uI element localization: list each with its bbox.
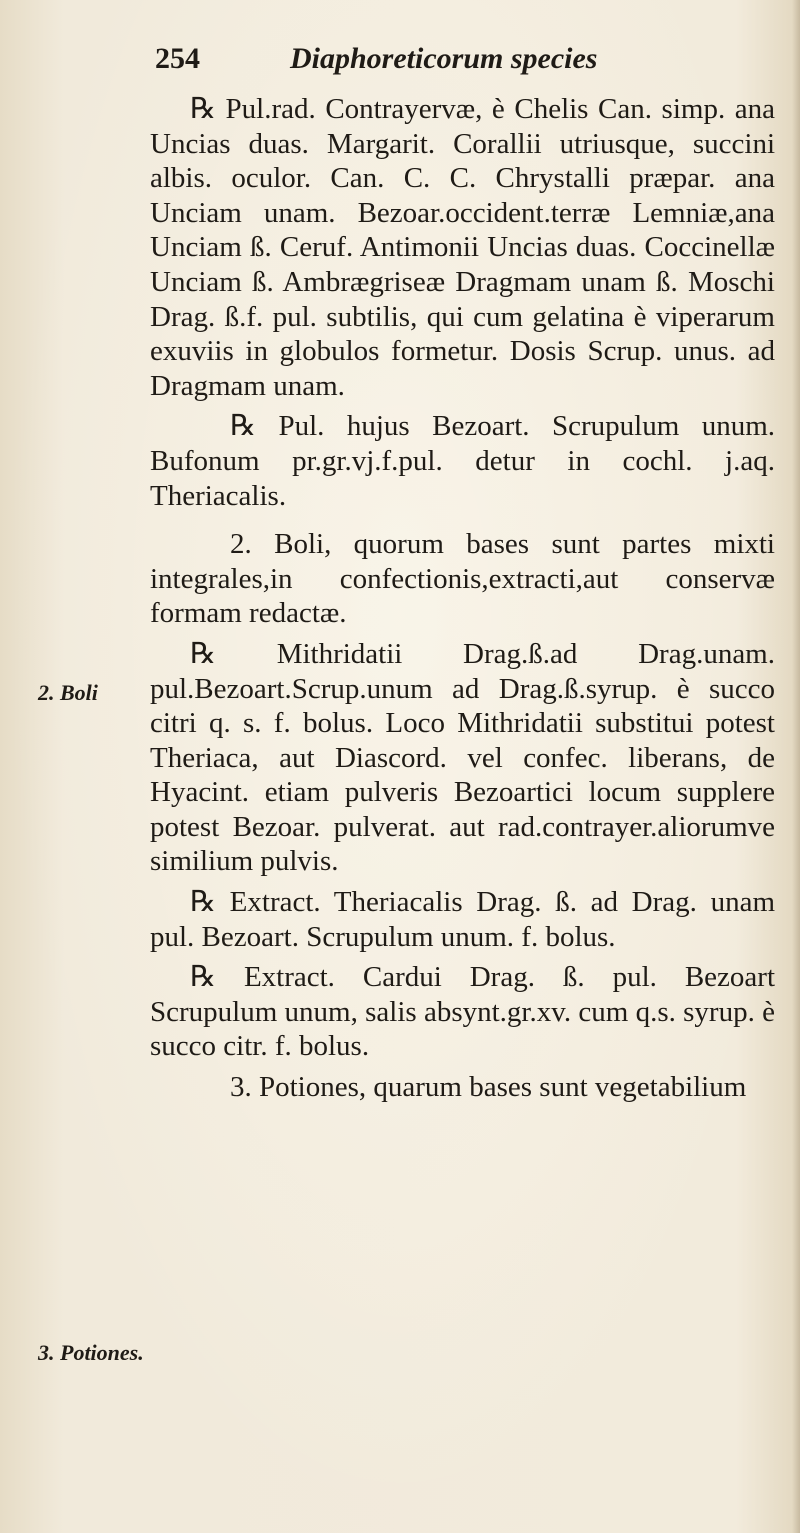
recipe-paragraph: ℞ Extract. Cardui Drag. ß. pul. Bezoart Scrupulum unum, salis absynt.gr.xv. cum q.s. syrup. è succo citr. f. bolus. bbox=[150, 961, 775, 1063]
page-header bbox=[155, 42, 755, 82]
page-number: 254 bbox=[155, 42, 200, 75]
section-paragraph: 3. Potiones, quarum bases sunt vegetabilium bbox=[230, 1071, 747, 1104]
recipe-paragraph: ℞ Pul.rad. Contrayervæ, è Chelis Can. simp. ana Uncias duas. Margarit. Corallii utriusque, succini albis. oculor. Can. C. C. Chrystalli præpar. ana Unciam unam. Bezoar.occident.terræ Lemniæ,ana Unciam ß. Ceruf. Antimonii Uncias duas. Coccinellæ Unciam ß. Ambrægriseæ Dragmam unam ß. Moschi Drag. ß.f. pul. subtilis, qui cum gelatina è viperarum exuviis in globulos formetur. Dosis Scrup. unus. ad Dragmam unam. bbox=[150, 93, 775, 402]
margin-note-boli: 2. Boli bbox=[38, 680, 98, 705]
body-text bbox=[150, 92, 775, 1105]
running-title: Diaphoreticorum species bbox=[290, 42, 598, 75]
recipe-paragraph: ℞ Extract. Theriacalis Drag. ß. ad Drag. unam pul. Bezoart. Scrupulum unum. f. bolus. bbox=[150, 886, 775, 953]
page-edge-shadow bbox=[792, 0, 800, 1533]
margin-note-potiones: 3. Potiones. bbox=[38, 1340, 144, 1365]
recipe-paragraph: ℞ Mithridatii Drag.ß.ad Drag.unam. pul.Bezoart.Scrup.unum ad Drag.ß.syrup. è succo citri q. s. f. bolus. Loco Mithridatii substitui potest Theriaca, aut Diascord. vel confec. liberans, de Hyacint. etiam pulveris Bezoartici locum supplere potest Bezoar. pulverat. aut rad.contrayer.aliorumve similium pulvis. bbox=[150, 637, 775, 878]
recipe-paragraph: ℞ Pul. hujus Bezoart. Scrupulum unum. Bufonum pr.gr.vj.f.pul. detur in cochl. j.aq. Theriacalis. bbox=[150, 410, 775, 512]
section-paragraph: 2. Boli, quorum bases sunt partes mixti integrales,in confectionis,extracti,aut conservæ formam redactæ. bbox=[150, 528, 775, 630]
